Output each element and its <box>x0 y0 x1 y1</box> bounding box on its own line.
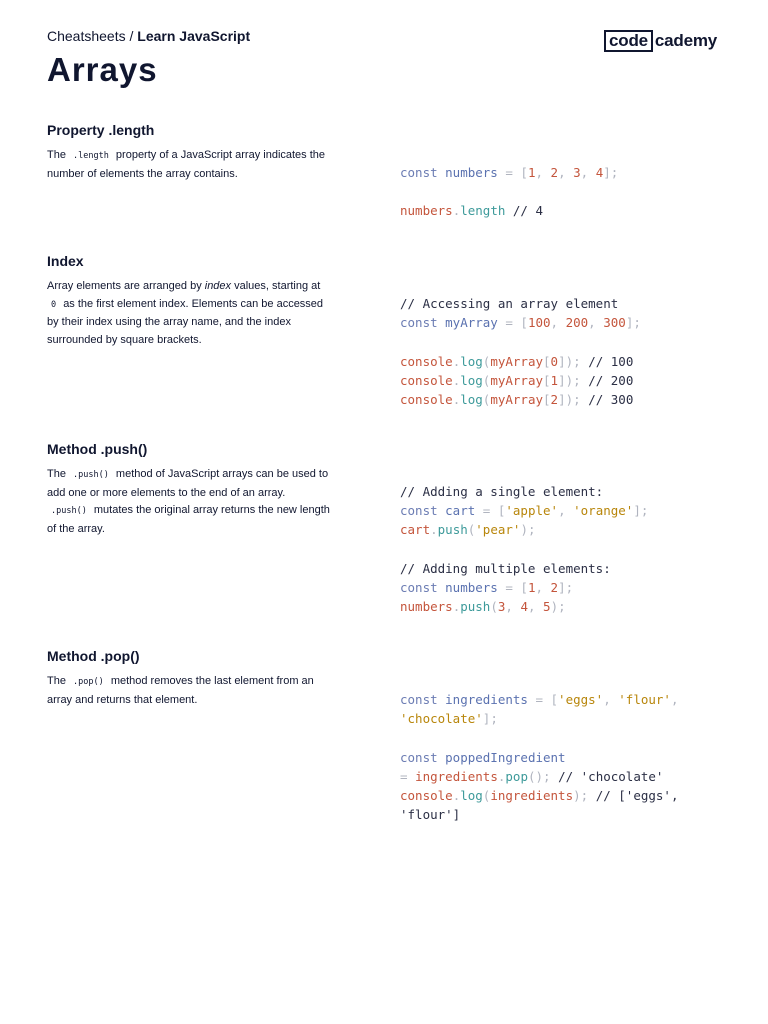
section-index-description: Array elements are arranged by index values, starting at 0 as the first element index. Elements can be accessed by their index using the array name, and the index surrounded by square brackets. <box>47 280 324 346</box>
code-line <box>400 805 679 824</box>
code-token: ]; <box>482 711 498 727</box>
code-token: ]; <box>625 315 641 331</box>
code-line <box>400 767 679 786</box>
code-line <box>400 709 679 728</box>
code-token: log <box>460 787 483 803</box>
section-length <box>47 121 154 139</box>
code-token: const <box>400 315 446 331</box>
code-line <box>400 201 618 220</box>
code-token: // 200 <box>588 372 634 388</box>
code-token: // Adding a single element: <box>400 484 604 499</box>
code-block-length <box>400 163 618 221</box>
code-line <box>400 163 618 182</box>
code-token: 2 <box>550 165 559 180</box>
code-line <box>400 501 648 520</box>
code-token: ( <box>467 522 476 538</box>
code-token: 2 <box>550 391 559 407</box>
breadcrumb <box>47 27 250 45</box>
code-token: , <box>670 692 679 707</box>
code-token: 4 <box>520 599 528 615</box>
code-token: (); <box>527 768 559 784</box>
code-token: console <box>400 353 453 369</box>
code-token: 'eggs' <box>558 692 604 707</box>
code-token: const <box>400 503 446 519</box>
code-token: 'chocolate' <box>400 711 483 727</box>
code-token: = <box>400 768 416 784</box>
section-push <box>47 440 147 458</box>
inline-code: 0 <box>51 299 57 310</box>
code-token: 'flour'] <box>400 807 461 823</box>
code-token: , <box>580 165 596 180</box>
code-token: = [ <box>505 165 528 180</box>
code-token: ingredients <box>415 768 498 784</box>
code-token: 'orange' <box>573 503 634 519</box>
code-token: ]; <box>603 165 619 180</box>
code-token: ( <box>490 599 498 615</box>
code-token: , <box>505 599 521 615</box>
code-line <box>400 786 679 805</box>
code-token: [ <box>543 353 551 369</box>
code-token: log <box>460 391 483 407</box>
code-token: ]; <box>633 503 649 519</box>
code-token: . <box>497 768 506 784</box>
code-token: . <box>452 391 461 407</box>
section-title: Index <box>47 253 84 269</box>
code-line <box>400 294 641 313</box>
code-line <box>400 371 641 390</box>
code-token: log <box>460 372 483 388</box>
inline-code: .pop() <box>73 677 104 687</box>
code-token: cart <box>445 503 483 519</box>
code-token: = [ <box>482 503 506 519</box>
code-token: . <box>430 522 438 538</box>
code-token: push <box>437 522 468 538</box>
code-token: 5 <box>543 599 551 615</box>
code-token: 0 <box>550 353 559 369</box>
code-token: , <box>535 165 551 180</box>
code-line <box>400 728 679 747</box>
logo-code-box: code <box>604 30 653 52</box>
code-token: ( <box>482 372 491 388</box>
code-token: pop <box>505 768 528 784</box>
code-token: myArray <box>490 391 544 407</box>
code-token: // ['eggs', <box>595 787 679 803</box>
section-pop-description: The .pop() method removes the last element from an array and returns that element. <box>47 675 314 706</box>
code-token: 4 <box>595 165 604 180</box>
code-token: ]); <box>558 372 589 388</box>
code-token: ]; <box>558 579 574 595</box>
code-token: myArray <box>445 315 506 331</box>
code-token: console <box>400 787 453 803</box>
code-token: ingredients <box>490 787 574 803</box>
inline-code: .push() <box>73 470 109 480</box>
code-line <box>400 482 648 501</box>
section-index <box>47 252 84 270</box>
code-token: push <box>460 599 491 615</box>
code-token: myArray <box>490 372 544 388</box>
code-token: 'flour' <box>618 692 671 707</box>
code-token: poppedIngredient <box>445 749 566 765</box>
code-token: . <box>452 372 461 388</box>
section-length-description: The .length property of a JavaScript array indicates the number of elements the array contains. <box>47 149 326 180</box>
code-token: numbers <box>445 579 506 595</box>
code-token: console <box>400 372 453 388</box>
page-title: Arrays <box>47 51 158 88</box>
code-token: numbers <box>400 599 453 615</box>
code-token: // 4 <box>512 203 544 219</box>
section-title: Property .length <box>47 122 155 138</box>
code-token: // Accessing an array element <box>400 296 619 311</box>
code-token: length <box>460 203 513 219</box>
section-title: Method .push() <box>47 441 148 457</box>
code-token: ); <box>520 522 536 538</box>
code-token: ( <box>482 353 491 369</box>
code-token: log <box>460 353 483 369</box>
code-token: 'pear' <box>475 522 521 538</box>
code-token: ); <box>550 599 566 615</box>
code-token: = [ <box>535 692 559 707</box>
code-line <box>400 748 679 767</box>
code-token: ingredients <box>445 692 536 707</box>
code-line <box>400 540 648 559</box>
code-token: 1 <box>527 165 536 180</box>
code-token: , <box>588 315 604 331</box>
code-token: ( <box>482 391 491 407</box>
code-token: myArray <box>490 353 544 369</box>
code-token: const <box>400 165 446 180</box>
code-line <box>400 313 641 332</box>
code-token: ); <box>573 787 596 803</box>
code-block-index <box>400 294 641 409</box>
code-token: // 'chocolate' <box>558 768 664 784</box>
code-line <box>400 578 648 597</box>
code-token: , <box>558 503 574 519</box>
code-token: 1 <box>527 579 536 595</box>
code-token: ( <box>482 787 491 803</box>
code-token: [ <box>543 372 551 388</box>
code-token: . <box>452 599 461 615</box>
section-title: Method .pop() <box>47 648 140 664</box>
code-token: // 100 <box>588 353 634 369</box>
inline-code: .push() <box>51 506 87 516</box>
code-line <box>400 520 648 539</box>
code-token: // Adding multiple elements: <box>400 560 611 576</box>
code-line <box>400 352 641 371</box>
code-token: , <box>535 579 551 595</box>
code-block-push <box>400 482 648 616</box>
code-token: , <box>603 692 619 707</box>
code-token: 300 <box>603 315 626 331</box>
code-token: . <box>452 203 461 219</box>
code-token: , <box>558 165 574 180</box>
emphasis-text: index <box>204 280 232 292</box>
code-token: const <box>400 579 446 595</box>
code-token: , <box>550 315 566 331</box>
code-token: = [ <box>505 315 528 331</box>
code-token: [ <box>543 391 551 407</box>
code-line <box>400 597 648 616</box>
code-token: const <box>400 692 446 707</box>
code-line <box>400 559 648 578</box>
code-line <box>400 332 641 351</box>
code-token: 2 <box>550 579 559 595</box>
code-line <box>400 690 679 709</box>
inline-code: .length <box>73 151 109 161</box>
code-token: 100 <box>527 315 551 331</box>
code-token: 'apple' <box>505 503 559 519</box>
breadcrumb-cheatsheets-link[interactable]: Cheatsheets <box>47 28 126 44</box>
code-token: = [ <box>505 579 528 595</box>
breadcrumb-current: Learn JavaScript <box>137 28 251 44</box>
code-token: . <box>452 787 461 803</box>
code-token: , <box>527 599 544 615</box>
logo-cademy: cademy <box>654 31 718 50</box>
code-line <box>400 390 641 409</box>
code-token: . <box>452 353 461 369</box>
code-token: 200 <box>565 315 589 331</box>
code-token: numbers <box>400 203 453 219</box>
section-push-description: The .push() method of JavaScript arrays can be used to add one or more elements to the end of an array. .push() mutates the original array returns the new length of the array. <box>47 468 330 535</box>
code-block-pop <box>400 690 679 824</box>
section-pop <box>47 647 140 665</box>
code-token: numbers <box>445 165 506 180</box>
code-token: 3 <box>573 165 581 180</box>
code-token: 1 <box>550 372 559 388</box>
code-token: const <box>400 749 446 765</box>
code-token: ]); <box>558 391 589 407</box>
code-token: console <box>400 391 453 407</box>
code-token: 3 <box>497 599 506 615</box>
code-token: cart <box>400 522 431 538</box>
code-token: ]); <box>558 353 589 369</box>
codecademy-logo[interactable] <box>604 30 717 52</box>
breadcrumb-separator: / <box>129 28 134 44</box>
code-line <box>400 182 618 201</box>
code-token: // 300 <box>588 391 634 407</box>
